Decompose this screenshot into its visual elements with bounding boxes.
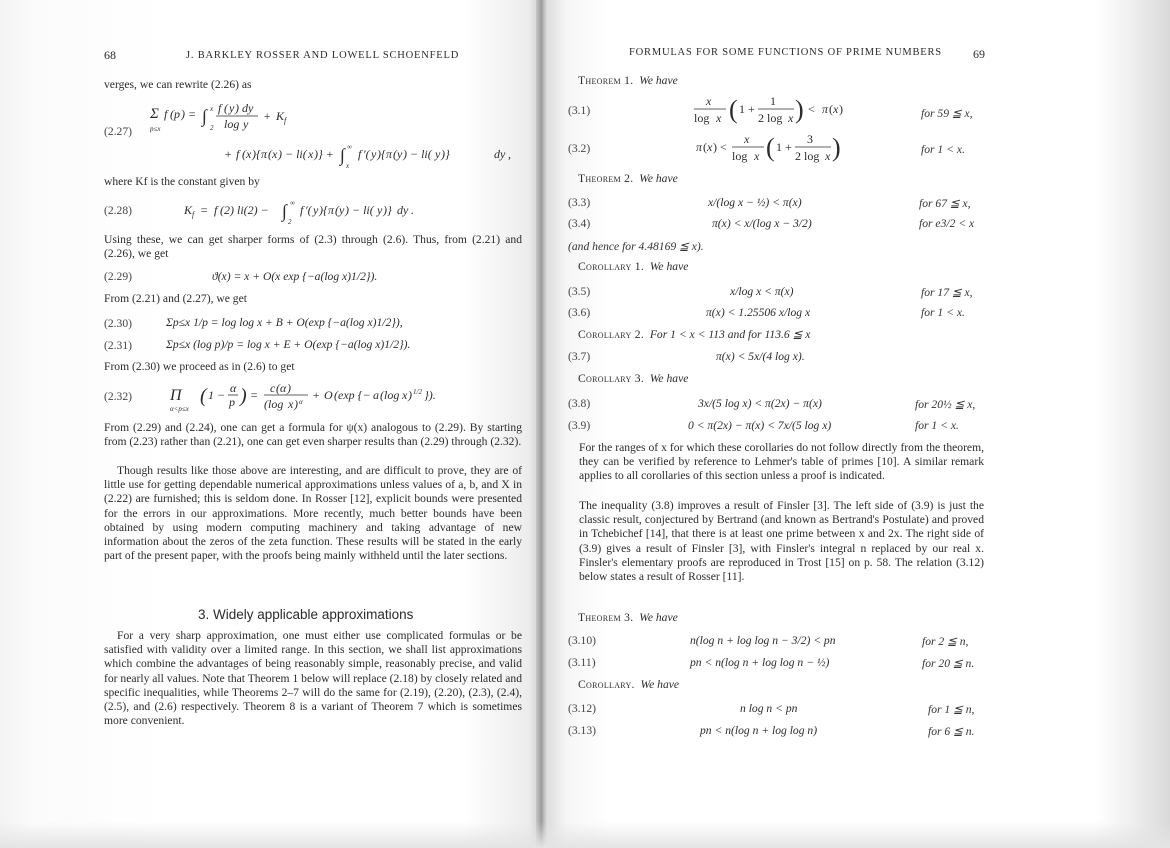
corollary-text: We have bbox=[649, 372, 689, 385]
svg-text:=: = bbox=[200, 203, 209, 217]
svg-text:) − li(: ) − li( bbox=[278, 147, 307, 161]
corollary-name: Corollary 2. bbox=[578, 328, 645, 341]
svg-text:(2) li(2) −: (2) li(2) − bbox=[220, 203, 269, 217]
corollary-name: Corollary 1. bbox=[578, 260, 645, 273]
svg-text:x: x bbox=[308, 147, 314, 161]
svg-text:log: log bbox=[732, 149, 748, 163]
svg-text:p≤x: p≤x bbox=[150, 125, 161, 133]
theorem-name: Theorem 2. bbox=[578, 172, 634, 185]
equation-3-9: 0 < π(2x) − π(x) < 7x/(5 log x) bbox=[688, 419, 832, 432]
svg-text:y: y bbox=[339, 203, 345, 217]
condition: for 1 ≦ n, bbox=[928, 703, 975, 716]
theorem-heading bbox=[578, 611, 678, 624]
svg-text:(log: (log bbox=[380, 388, 400, 402]
equation-2-28-render bbox=[182, 196, 482, 226]
svg-text:x: x bbox=[706, 94, 712, 108]
svg-text:) =: ) = bbox=[181, 107, 197, 121]
svg-text:){: ){ bbox=[252, 147, 261, 161]
equation-3-3: x/(log x − ½) < π(x) bbox=[708, 196, 802, 209]
equation-number: (3.6) bbox=[568, 306, 591, 319]
svg-text:x: x bbox=[707, 140, 713, 154]
corollary-text: For 1 < x < 113 and for 113.6 ≦ x bbox=[649, 328, 811, 341]
svg-text:+: + bbox=[263, 109, 272, 123]
svg-text:1: 1 bbox=[770, 94, 776, 108]
equation-number: (3.1) bbox=[568, 104, 591, 117]
svg-text:log: log bbox=[224, 117, 240, 131]
svg-text:<: < bbox=[808, 102, 815, 116]
condition: for 1 < x. bbox=[915, 419, 959, 432]
equation-2-31: Σp≤x (log p)/p = log x + E + O(exp {−a(log x)1/2}). bbox=[166, 338, 411, 351]
svg-text:1 +: 1 + bbox=[739, 102, 755, 116]
where-line: where Kf is the constant given by bbox=[104, 175, 260, 188]
equation-number: (3.13) bbox=[568, 724, 597, 737]
paragraph: For a very sharp approximation, one must either use complicated formulas or be satisfied with validity over a limited range. In this section, we shall list approximations which combine the advantages of being reasonably simple, reasonably precise, and valid for nearly all values. Note that Theorem 1 below will replace (2.18) by closely related and specific inequalities, while Theorems 2–7 will do the same for (2.19), (2.20), (2.3), (2.4), (2.5), and (2.6) respectively. Theorem 8 is a variant of Theorem 7 which is sometimes more convenient. bbox=[104, 629, 522, 728]
svg-text:2 log: 2 log bbox=[795, 149, 820, 163]
svg-text:(: ( bbox=[242, 147, 246, 161]
text-line: From (2.30) we proceed as in (2.6) to get bbox=[104, 360, 295, 373]
svg-text:(: ( bbox=[829, 102, 833, 116]
svg-text:): ) bbox=[235, 101, 239, 115]
svg-text:(: ( bbox=[170, 107, 174, 121]
svg-text:y: y bbox=[397, 147, 403, 161]
svg-text:α: α bbox=[230, 381, 237, 395]
equation-3-7: π(x) < 5x/(4 log x). bbox=[716, 350, 805, 363]
svg-text:}).: }). bbox=[424, 388, 436, 402]
note-line: (and hence for 4.48169 ≦ x). bbox=[568, 240, 704, 253]
svg-text:2: 2 bbox=[210, 124, 214, 132]
svg-text:f: f bbox=[164, 107, 168, 121]
svg-text:1/2: 1/2 bbox=[413, 388, 422, 396]
svg-text:2 log: 2 log bbox=[758, 111, 783, 125]
theorem-name: Theorem 1. bbox=[578, 74, 634, 87]
condition: for e3/2 < x bbox=[919, 217, 975, 230]
svg-text:x: x bbox=[288, 397, 294, 411]
svg-text:2: 2 bbox=[288, 218, 292, 226]
svg-text:): ) bbox=[795, 95, 804, 124]
page-number: 69 bbox=[973, 47, 985, 61]
paragraph: For the ranges of x for which these corollaries do not follow directly from the theorem, they can be verified by reference to Lehmer's table of primes [10]. A similar remark applies to all corollaries of this section unless a proof is indicated. bbox=[579, 441, 984, 483]
svg-text:(: ( bbox=[393, 147, 397, 161]
corollary-heading bbox=[578, 260, 688, 273]
section-title: 3. Widely applicable approximations bbox=[198, 607, 414, 622]
svg-text:=: = bbox=[250, 388, 259, 402]
svg-text:f: f bbox=[236, 147, 240, 161]
svg-text:x: x bbox=[210, 105, 214, 113]
theorem-heading bbox=[578, 172, 678, 185]
page-number: 68 bbox=[104, 48, 116, 62]
svg-text:∫: ∫ bbox=[340, 145, 345, 165]
svg-text:): ) bbox=[240, 385, 247, 407]
svg-text:) − li(: ) − li( bbox=[403, 147, 432, 161]
svg-text:Π: Π bbox=[170, 387, 182, 404]
condition: for 20 ≦ n. bbox=[922, 657, 975, 670]
svg-text:f: f bbox=[300, 203, 304, 217]
svg-text:x: x bbox=[754, 149, 760, 163]
svg-text:y: y bbox=[229, 101, 235, 115]
equation-3-11: pn < n(log n + log log n − ½) bbox=[690, 656, 830, 669]
equation-number: (3.2) bbox=[568, 142, 591, 155]
svg-text:α: α bbox=[280, 381, 287, 395]
svg-text:K: K bbox=[184, 203, 193, 217]
svg-text:(exp {−: (exp {− bbox=[334, 388, 371, 402]
corollary-text: We have bbox=[649, 260, 689, 273]
equation-number: (3.9) bbox=[568, 419, 591, 432]
svg-text:y: y bbox=[377, 203, 383, 217]
equation-3-13: pn < n(log n + log log n) bbox=[700, 724, 818, 737]
svg-text:(: ( bbox=[200, 385, 207, 407]
equation-number: (2.30) bbox=[104, 317, 133, 330]
svg-text:α: α bbox=[299, 398, 303, 406]
svg-text:): ) bbox=[839, 102, 843, 116]
condition: for 1 < x. bbox=[921, 306, 965, 319]
svg-text:f: f bbox=[358, 147, 362, 161]
scan-bottom-edge bbox=[0, 822, 1170, 848]
svg-text:)}: )} bbox=[441, 147, 450, 161]
svg-text:(: ( bbox=[703, 140, 707, 154]
svg-text:)} +: )} + bbox=[314, 147, 334, 161]
condition: for 17 ≦ x, bbox=[921, 286, 973, 299]
svg-text:f: f bbox=[192, 210, 195, 219]
svg-text:)}: )} bbox=[383, 203, 392, 217]
condition: for 6 ≦ n. bbox=[928, 725, 975, 738]
svg-text:(: ( bbox=[276, 381, 280, 395]
svg-text:(: ( bbox=[729, 95, 738, 124]
svg-text:<: < bbox=[720, 140, 727, 154]
svg-text:π: π bbox=[386, 147, 393, 161]
equation-number: (2.29) bbox=[104, 270, 133, 283]
svg-text:(: ( bbox=[224, 101, 228, 115]
paragraph: Though results like those above are interesting, and are difficult to prove, they are of little use for getting dependable numerical approximations unless values of a, b, and X in (2.22) are furnished; this is seldom done. In Rosser [12], explicit bounds were presented for the errors in our approximations. More recently, much better bounds have been obtained by using modern computing machinery and taking advantage of new information about the zeros of the zeta function. These results will be stated in the early part of the present paper, with the proofs being mainly withheld until the later sections. bbox=[104, 464, 522, 563]
equation-2-32-render bbox=[170, 380, 500, 414]
right-page bbox=[548, 0, 1170, 848]
svg-text:f: f bbox=[284, 116, 287, 125]
svg-text:f: f bbox=[214, 203, 218, 217]
svg-text:π: π bbox=[328, 203, 335, 217]
equation-number: (3.5) bbox=[568, 285, 591, 298]
svg-text:log: log bbox=[694, 111, 710, 125]
svg-text:(: ( bbox=[268, 147, 272, 161]
theorem-text: We have bbox=[639, 74, 678, 87]
svg-text:π: π bbox=[261, 147, 268, 161]
equation-number: (3.12) bbox=[568, 702, 597, 715]
svg-text:∫: ∫ bbox=[202, 106, 207, 126]
svg-text:x: x bbox=[716, 111, 722, 125]
equation-number: (2.27) bbox=[104, 125, 133, 138]
corollary-name: Corollary. bbox=[578, 678, 635, 691]
equation-number: (2.32) bbox=[104, 390, 133, 403]
theorem-text: We have bbox=[639, 172, 678, 185]
theorem-heading bbox=[578, 74, 678, 87]
paragraph: The inequality (3.8) improves a result of Finsler [3]. The left side of (3.9) is just the classic result, conjectured by Bertrand (and known as Bertrand's Postulate) and proved in Tchebichef [14], that there is at least one prime between x and 2x. The right side of (3.9) gives a result of Finsler [3], with Finsler's integral n replaced by our real x. Finsler's elementary proofs are reproduced in Trost [15] on p. 58. The relation (3.12) below states a result of Rosser [11]. bbox=[579, 499, 984, 584]
svg-text:y: y bbox=[371, 147, 377, 161]
equation-3-8: 3x/(5 log x) < π(2x) − π(x) bbox=[698, 397, 822, 410]
svg-text:): ) bbox=[832, 133, 841, 162]
equation-number: (3.8) bbox=[568, 397, 591, 410]
svg-text:): ) bbox=[294, 397, 298, 411]
svg-text:y: y bbox=[243, 117, 249, 131]
equation-2-28 bbox=[182, 196, 482, 226]
equation-number: (3.3) bbox=[568, 196, 591, 209]
svg-text:): ) bbox=[408, 388, 412, 402]
svg-text:x: x bbox=[246, 147, 252, 161]
svg-text:π: π bbox=[696, 140, 703, 154]
svg-text:dy: dy bbox=[397, 203, 409, 217]
equation-3-4: π(x) < x/(log x − 3/2) bbox=[712, 217, 812, 230]
svg-text:∞: ∞ bbox=[290, 199, 295, 207]
svg-text:O: O bbox=[324, 388, 333, 402]
svg-text:1 −: 1 − bbox=[208, 388, 226, 402]
svg-text:π: π bbox=[822, 102, 829, 116]
equation-number: (3.10) bbox=[568, 634, 597, 647]
equation-3-5: x/log x < π(x) bbox=[730, 285, 794, 298]
svg-text:Σ: Σ bbox=[150, 106, 159, 122]
equation-3-6: π(x) < 1.25506 x/log x bbox=[706, 306, 811, 319]
paragraph: Using these, we can get sharper forms of (2.3) through (2.6). Thus, from (2.21) and (2.26), we get bbox=[104, 233, 522, 261]
condition: for 1 < x. bbox=[921, 143, 965, 156]
svg-text:p: p bbox=[229, 395, 235, 409]
svg-text:x: x bbox=[272, 147, 278, 161]
condition: for 20½ ≦ x, bbox=[915, 398, 976, 411]
equation-number: (2.31) bbox=[104, 339, 133, 352]
svg-text:x: x bbox=[402, 388, 408, 402]
svg-text:x: x bbox=[346, 162, 350, 170]
theorem-name: Theorem 3. bbox=[578, 611, 634, 624]
left-page bbox=[0, 0, 540, 848]
corollary-heading bbox=[578, 372, 688, 385]
equation-3-12: n log n < pn bbox=[740, 702, 798, 715]
svg-text:){: ){ bbox=[319, 203, 328, 217]
equation-3-2-render bbox=[696, 130, 866, 168]
svg-text:∞: ∞ bbox=[347, 143, 352, 151]
svg-text:dy: dy bbox=[242, 101, 254, 115]
equation-3-1-render bbox=[694, 92, 864, 130]
equation-2-27-line2-render bbox=[220, 140, 530, 170]
svg-text:f: f bbox=[218, 101, 222, 115]
corollary-heading bbox=[578, 327, 810, 341]
svg-text:(: ( bbox=[766, 133, 775, 162]
equation-3-1 bbox=[694, 92, 864, 130]
svg-text:(: ( bbox=[335, 203, 339, 217]
svg-text:): ) bbox=[713, 140, 717, 154]
corollary-name: Corollary 3. bbox=[578, 372, 645, 385]
svg-text:,: , bbox=[508, 147, 511, 161]
svg-text:c: c bbox=[270, 381, 276, 395]
running-head: J. BARKLEY ROSSER AND LOWELL SCHOENFELD bbox=[186, 50, 460, 61]
svg-text:(log: (log bbox=[264, 397, 284, 411]
condition: for 59 ≦ x, bbox=[921, 107, 973, 120]
equation-3-2 bbox=[696, 130, 866, 168]
paragraph: From (2.29) and (2.24), one can get a formula for ψ(x) analogous to (2.29). By starting from (2.23) rather than (2.21), one can get even sharper results than (2.29) through (2.32). bbox=[104, 421, 522, 449]
svg-text:x: x bbox=[788, 111, 794, 125]
intro-line: verges, we can rewrite (2.26) as bbox=[104, 78, 252, 91]
svg-text:) − li(: ) − li( bbox=[345, 203, 374, 217]
svg-text:x: x bbox=[833, 102, 839, 116]
svg-text:+: + bbox=[224, 147, 233, 161]
equation-2-27-line2 bbox=[220, 140, 530, 170]
svg-text:){: ){ bbox=[377, 147, 386, 161]
svg-text:K: K bbox=[276, 109, 285, 123]
equation-2-32 bbox=[170, 380, 500, 414]
corollary-text: We have bbox=[640, 678, 680, 691]
svg-text:x: x bbox=[744, 132, 750, 146]
svg-text:+: + bbox=[312, 388, 321, 402]
equation-2-29: ϑ(x) = x + O(x exp {−a(log x)1/2}). bbox=[212, 270, 378, 283]
svg-text:′(: ′( bbox=[363, 147, 370, 161]
equation-number: (2.28) bbox=[104, 204, 133, 217]
equation-number: (3.11) bbox=[568, 656, 596, 669]
text-line: From (2.21) and (2.27), we get bbox=[104, 292, 247, 305]
corollary-heading bbox=[578, 678, 679, 691]
svg-text:p: p bbox=[174, 107, 180, 121]
theorem-text: We have bbox=[639, 611, 678, 624]
svg-text:1 +: 1 + bbox=[776, 140, 792, 154]
svg-text:′(: ′( bbox=[305, 203, 312, 217]
svg-text:.: . bbox=[411, 203, 414, 217]
svg-text:a: a bbox=[373, 388, 379, 402]
equation-3-10: n(log n + log log n − 3/2) < pn bbox=[690, 634, 836, 647]
svg-text:y: y bbox=[313, 203, 319, 217]
equation-number: (3.7) bbox=[568, 350, 591, 363]
svg-text:y: y bbox=[435, 147, 441, 161]
svg-text:): ) bbox=[287, 381, 291, 395]
svg-text:3: 3 bbox=[807, 132, 813, 146]
equation-2-30: Σp≤x 1/p = log log x + B + O(exp {−a(log x)1/2}), bbox=[166, 316, 403, 329]
book-spine bbox=[536, 0, 548, 848]
equation-number: (3.4) bbox=[568, 217, 591, 230]
condition: for 2 ≦ n, bbox=[922, 635, 969, 648]
svg-text:α<p≤x: α<p≤x bbox=[170, 405, 189, 413]
condition: for 67 ≦ x, bbox=[919, 197, 971, 210]
svg-text:dy: dy bbox=[494, 147, 506, 161]
svg-text:∫: ∫ bbox=[282, 201, 287, 221]
running-head: FORMULAS FOR SOME FUNCTIONS OF PRIME NUMBERS bbox=[629, 47, 942, 58]
svg-text:x: x bbox=[825, 149, 831, 163]
